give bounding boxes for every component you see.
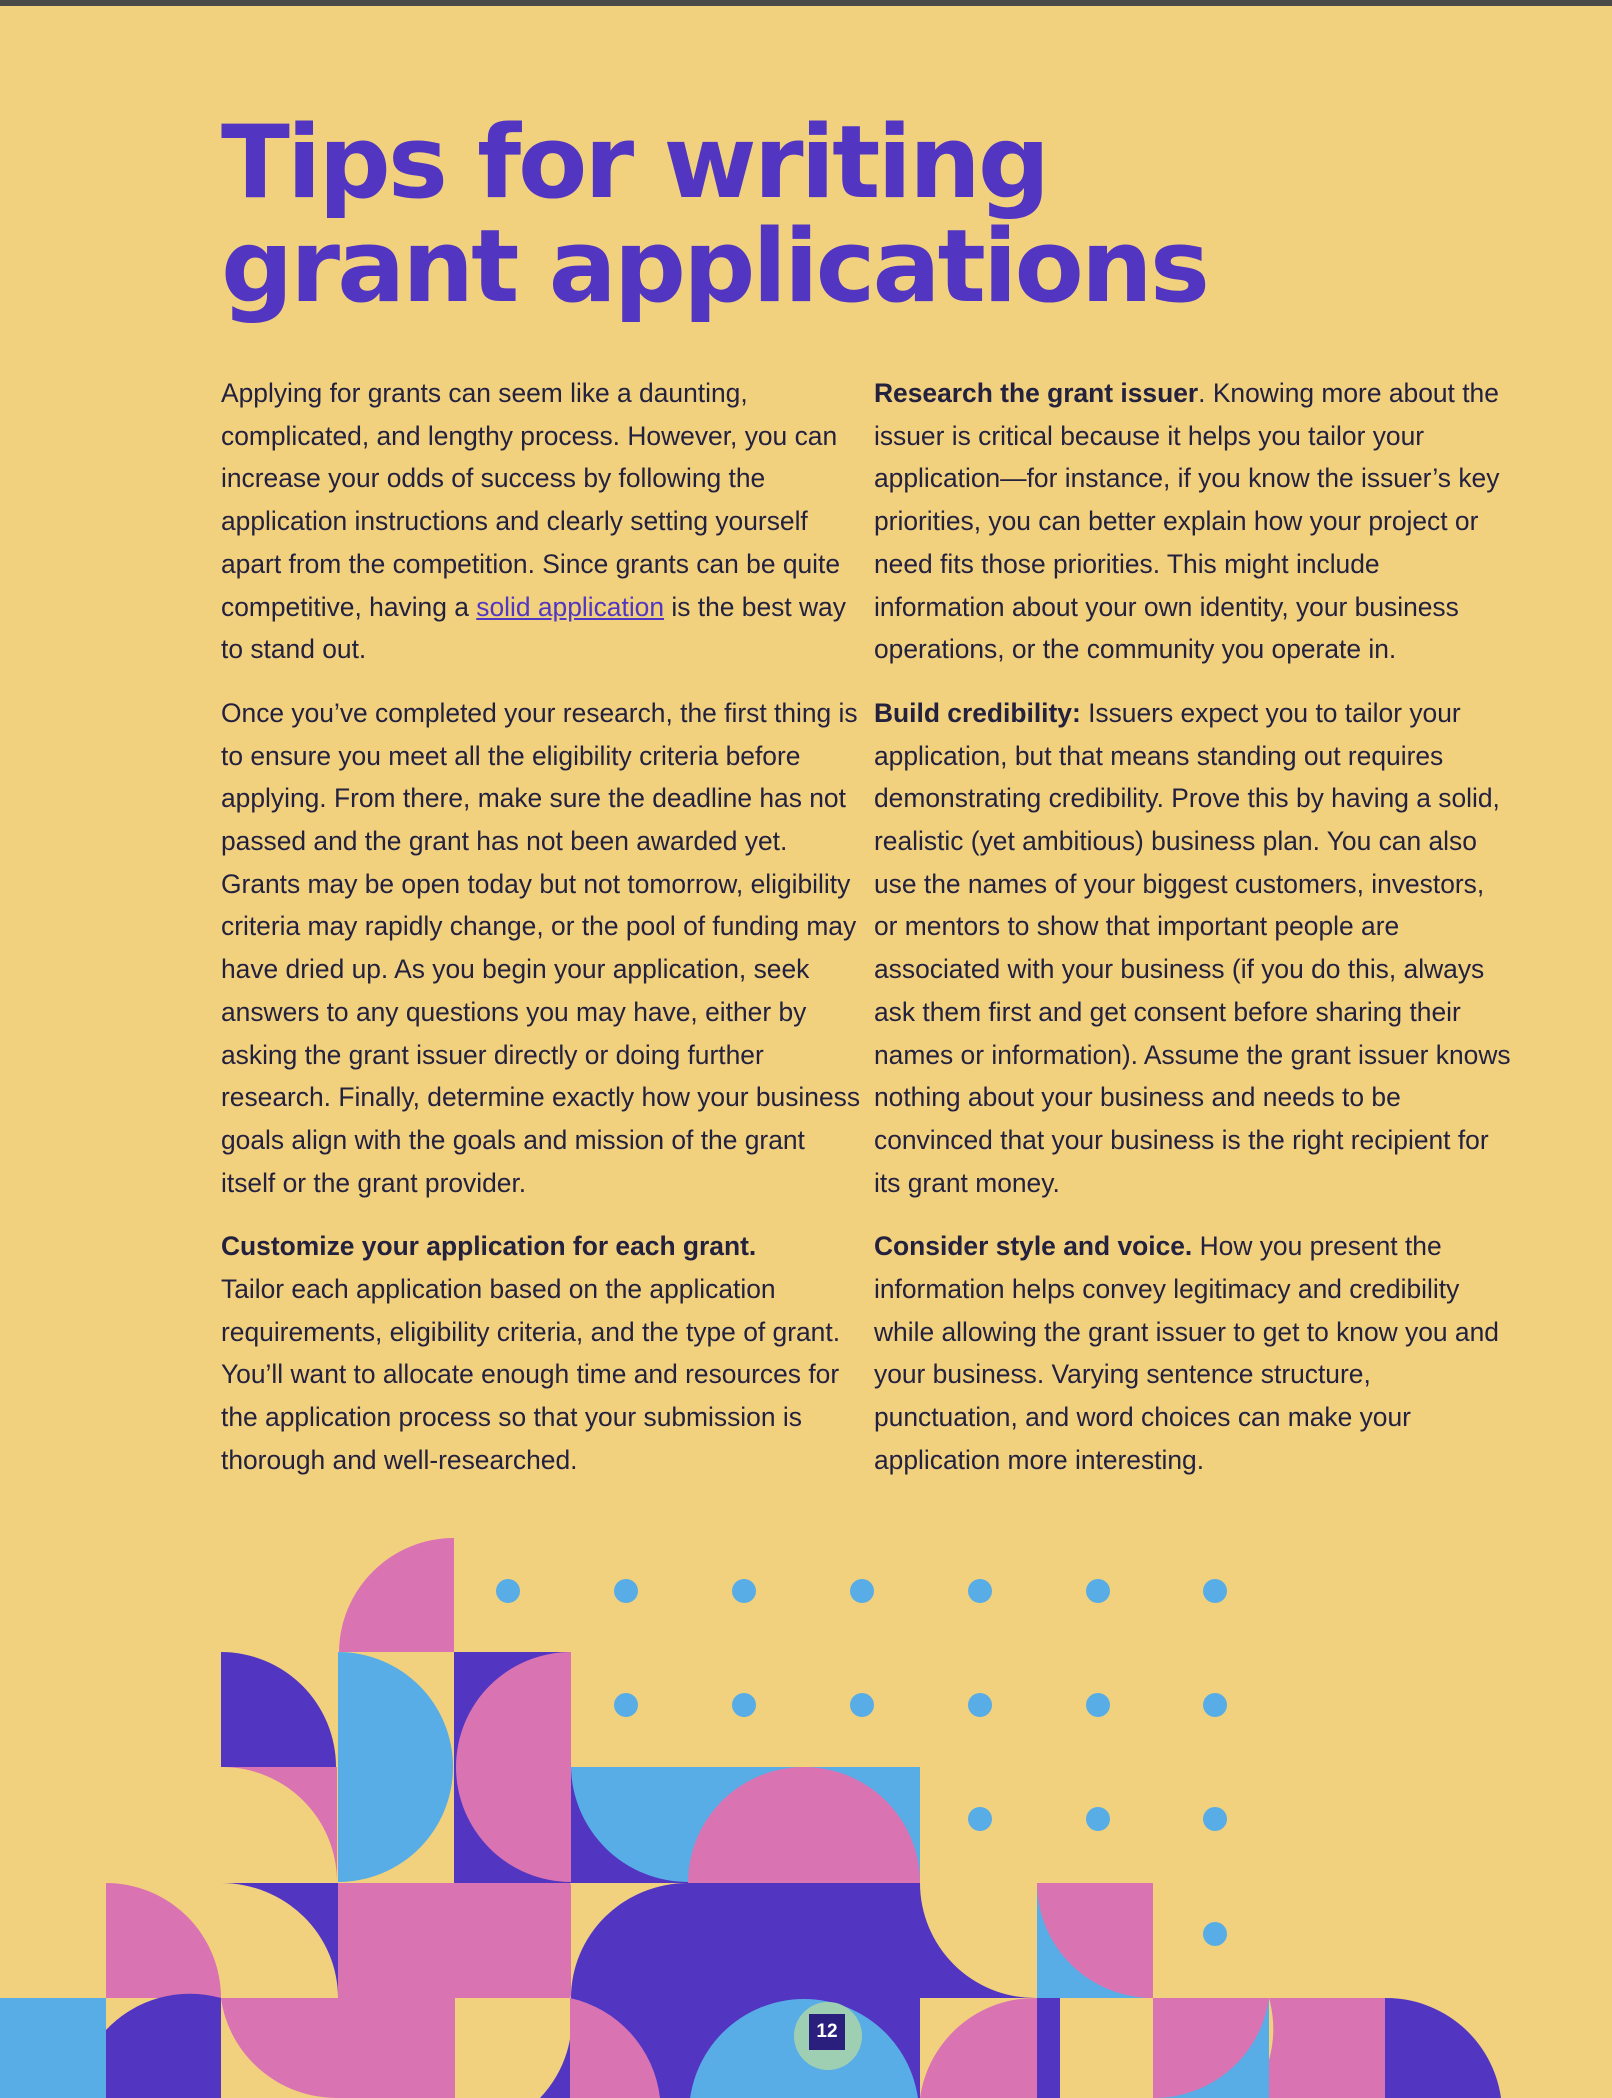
shape: [339, 1538, 454, 1652]
shape: [1037, 1998, 1060, 2098]
credibility-heading: Build credibility:: [874, 697, 1081, 728]
shape: [920, 1998, 1037, 2098]
research-paragraph: [874, 372, 1514, 671]
shape: [1385, 1998, 1501, 2098]
shape: [338, 1998, 455, 2098]
geometric-pattern: [0, 1530, 1612, 2098]
shape: [221, 1652, 336, 1767]
shape: [920, 1883, 1035, 1998]
left-column: [221, 372, 861, 1503]
customize-heading: Customize your application for each grant.: [221, 1231, 757, 1262]
intro-text-before: Applying for grants can seem like a daunting, complicated, and lengthy process. However, you can increase your odds of success by following the application instructions and clearly setting yourself apart from the competition. Since grants can be quite competitive, having a: [221, 378, 841, 622]
credibility-paragraph: [874, 692, 1514, 1204]
shape: [106, 1883, 221, 1998]
research-heading: Research the grant issuer: [874, 378, 1199, 408]
style-heading: Consider style and voice.: [874, 1231, 1193, 1262]
intro-text-after: is the best way to stand out.: [221, 591, 846, 665]
research-text: . Knowing more about the issuer is critical because it helps you tailor your application—for instance, if you know the issuer’s key priorities, you can better explain how your project or need fits those priorities. This might include information about your own identity, your business operations, or the community you operate in.: [874, 378, 1500, 665]
right-column: [874, 372, 1514, 1503]
top-border: [0, 0, 1612, 6]
shape: [0, 1998, 106, 2098]
shape: [1269, 1998, 1385, 2098]
intro-paragraph: [221, 372, 861, 671]
title-line-1: Tips for writing: [221, 103, 1048, 221]
shape: [221, 1767, 337, 1882]
credibility-text: Issuers expect you to tailor your application, but that means standing out requires demonstrating credibility. Prove this by having a solid, realistic (yet ambitious) business plan. You can also use the names of your biggest customers, investors, or mentors to show that important people are associated with your business (if you do this, always ask them first and get consent before sharing their names or information). Assume the grant issuer knows nothing about your business and needs to be convinced that your business is the right recipient for its grant money.: [874, 697, 1511, 1198]
style-paragraph: [874, 1225, 1514, 1481]
eligibility-paragraph: Once you’ve completed your research, the first thing is to ensure you meet all the eligibility criteria before applying. From there, make sure the deadline has not passed and the grant has not been awarded yet. Grants may be open today but not tomorrow, eligibility criteria may rapidly change, or the pool of funding may have dried up. As you begin your application, seek answers to any questions you may have, either by asking the grant issuer directly or doing further research. Finally, determine exactly how your business goals align with the goals and mission of the grant itself or the grant provider.: [221, 697, 861, 1198]
customize-paragraph: [221, 1225, 861, 1481]
page-number: 12: [809, 2014, 845, 2050]
title-line-2: grant applications: [221, 207, 1207, 325]
customize-text: Tailor each application based on the application requirements, eligibility criteria, and the type of grant. You’ll want to allocate enough time and resources for the application process so that your submission is thorough and well-researched.: [221, 1274, 841, 1475]
solid-application-link[interactable]: solid application: [476, 591, 665, 622]
page-title: [221, 103, 1421, 325]
style-text: How you present the information helps convey legitimacy and credibility while allowing the grant issuer to get to know you and your business. Varying sentence structure, punctuation, and word choices can make your application more interesting.: [874, 1231, 1499, 1475]
